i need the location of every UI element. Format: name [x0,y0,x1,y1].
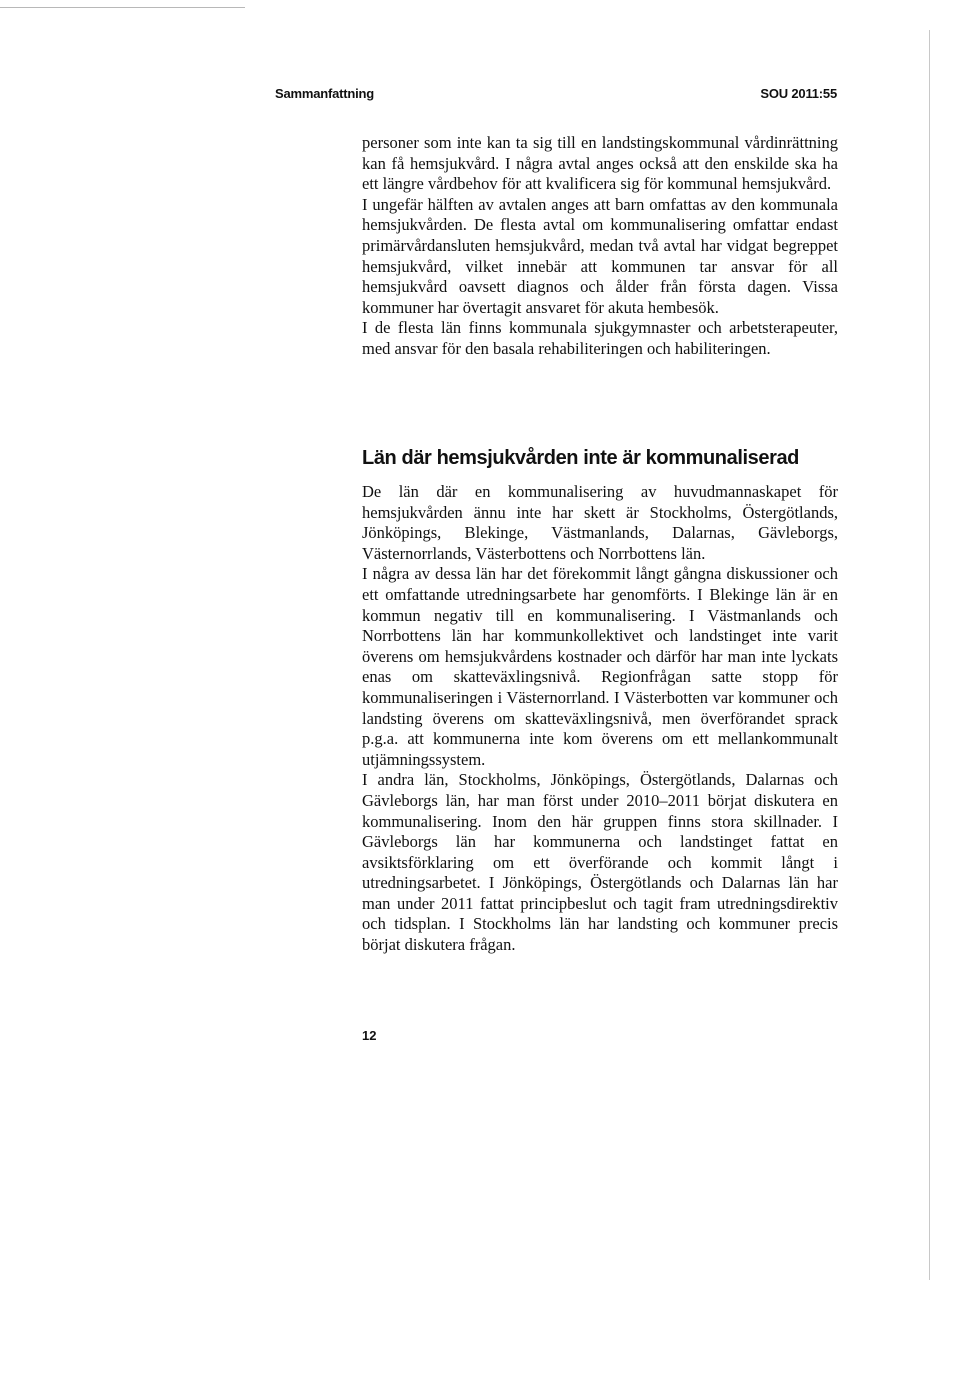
section-heading: Län där hemsjukvården inte är kommunaliserad [362,447,799,469]
body-paragraph: I några av dessa län har det förekommit långt gångna diskussioner och ett omfattande utredningsarbete har genomförts. I Blekinge län är en kommun negativ till en kommunalisering. I Västmanlands och Norrbottens län har kommunkollektivet och landstinget inte varit överens om hemsjukvårdens kostnader och därför har man inte lyckats enas om skatteväxlingsnivå. Regionfrågan satte stopp för kommunaliseringen i Västernorrland. I Västerbotten var kommuner och landsting överens om skatteväxlingsnivå, men överförandet sprack p.g.a. att kommunerna inte kom överens om ett mellankommunalt utjämningssystem. [362,564,838,769]
page-number: 12 [362,1028,377,1043]
body-paragraph: I ungefär hälften av avtalen anges att barn omfattas av den kommunala hemsjukvården. De flesta avtal om kommunalisering omfattar endast primärvårdansluten hemsjukvård, medan två avtal har vidgat begreppet hemsjukvård, vilket innebär att kommunen tar ansvar för all hemsjukvård oavsett diagnos och ålder från första dagen. Vissa kommuner har övertagit ansvaret för akuta hembesök. [362,194,838,317]
section-text-block [362,482,838,956]
body-paragraph: I andra län, Stockholms, Jönköpings, Östergötlands, Dalarnas och Gävleborgs län, har man först under 2010–2011 börjat diskutera en kommunalisering. Inom den här gruppen finns stora skillnader. I Gävleborgs län har kommunerna och landstinget fattat en avsiktsförklaring om ett överförande och kommit långt i utredningsarbetet. I Jönköpings, Östergötlands och Dalarnas län har man under 2011 fattat principbeslut och tagit fram utredningsdirektiv och tidsplan. I Stockholms län har landsting och kommuner precis börjat diskutera frågan. [362,770,838,955]
running-head-left: Sammanfattning [275,86,375,101]
scan-edge-rule-vertical [929,30,930,1280]
body-paragraph: De län där en kommunalisering av huvudmannaskapet för hemsjukvården ännu inte har skett är Stockholms, Östergötlands, Jönköpings, Blekinge, Västmanlands, Dalarnas, Gävleborgs, Västernorrlands, Västerbottens och Norrbottens län. [362,482,838,563]
running-head-right: SOU 2011:55 [760,86,837,101]
body-paragraph: personer som inte kan ta sig till en landstingskommunal vårdinrättning kan få hemsjukvård. I några avtal anges också att den enskilde ska ha ett längre vårdbehov för att kvalificera sig för kommunal hemsjukvård. [362,133,838,194]
intro-text-block [362,133,838,360]
body-paragraph: I de flesta län finns kommunala sjukgymnaster och arbetsterapeuter, med ansvar för den basala rehabiliteringen och habiliteringen. [362,318,838,358]
scan-edge-rule [0,7,245,8]
